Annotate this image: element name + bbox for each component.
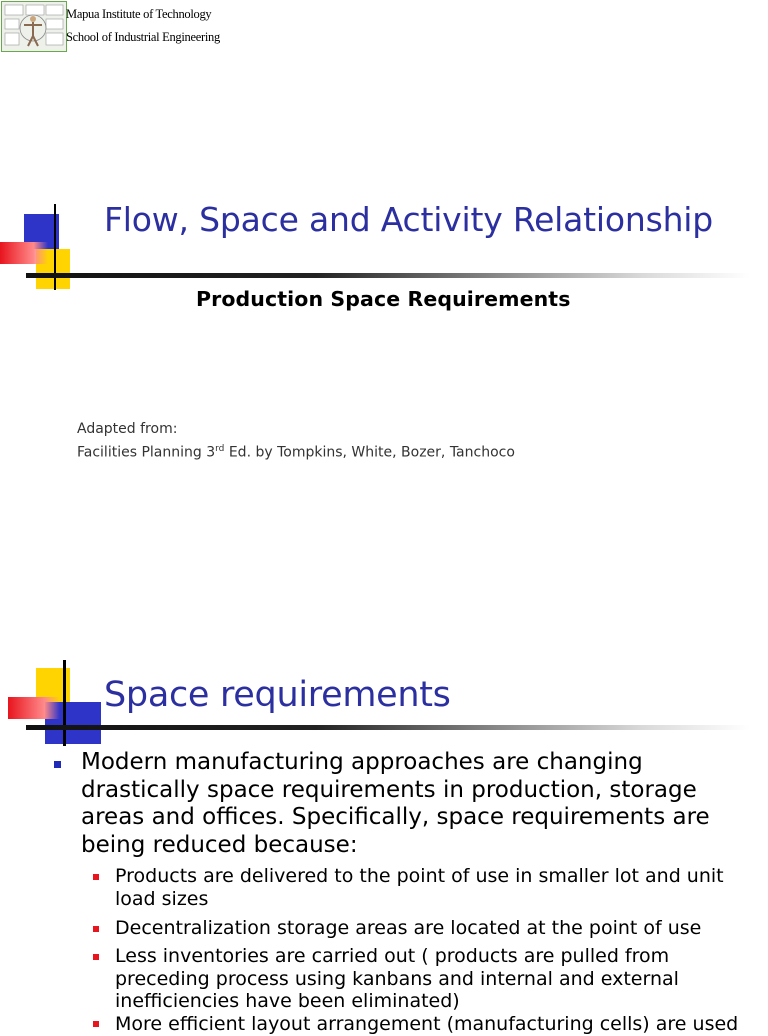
bullet-main: Modern manufacturing approaches are changing drastically space requirements in production, storage areas and offices. Specifically, space requirements are being reduced because:	[81, 749, 710, 858]
sub-bullet-icon	[93, 874, 99, 880]
source-credit	[77, 444, 515, 461]
red-bar	[0, 242, 48, 264]
horizontal-rule	[26, 273, 750, 278]
sub-bullet-1: Products are delivered to the point of use in smaller lot and unit load sizes	[115, 865, 724, 910]
logo-graphic	[2, 2, 66, 51]
institute-name: Mapua Institute of Technology	[66, 7, 212, 21]
sub-bullet-4: More efficient layout arrangement (manufacturing cells) are used	[115, 1013, 739, 1035]
red-bar	[8, 697, 60, 719]
credit-superscript: rd	[215, 444, 225, 454]
sub-bullet-2: Decentralization storage areas are located at the point of use	[115, 917, 702, 939]
adapted-from-label: Adapted from:	[77, 421, 178, 437]
vertical-rule	[63, 660, 66, 746]
sub-bullet-icon	[93, 926, 99, 932]
institute-logo	[1, 1, 67, 52]
sub-bullet-3: Less inventories are carried out ( products are pulled from preceding process using kanbans and internal and external inefficiencies have been eliminated)	[115, 945, 679, 1012]
credit-text-rest: Ed. by Tompkins, White, Bozer, Tanchoco	[224, 444, 515, 461]
sub-bullet-icon	[93, 1021, 99, 1027]
slide-subtitle: Production Space Requirements	[196, 287, 571, 311]
school-name: School of Industrial Engineering	[66, 30, 220, 44]
sub-bullet-icon	[93, 954, 99, 960]
bullet-icon	[54, 761, 61, 768]
credit-text: Facilities Planning 3	[77, 444, 216, 461]
slide-title-2: Space requirements	[104, 675, 451, 715]
horizontal-rule	[26, 725, 750, 730]
slide-title: Flow, Space and Activity Relationship	[104, 200, 714, 239]
